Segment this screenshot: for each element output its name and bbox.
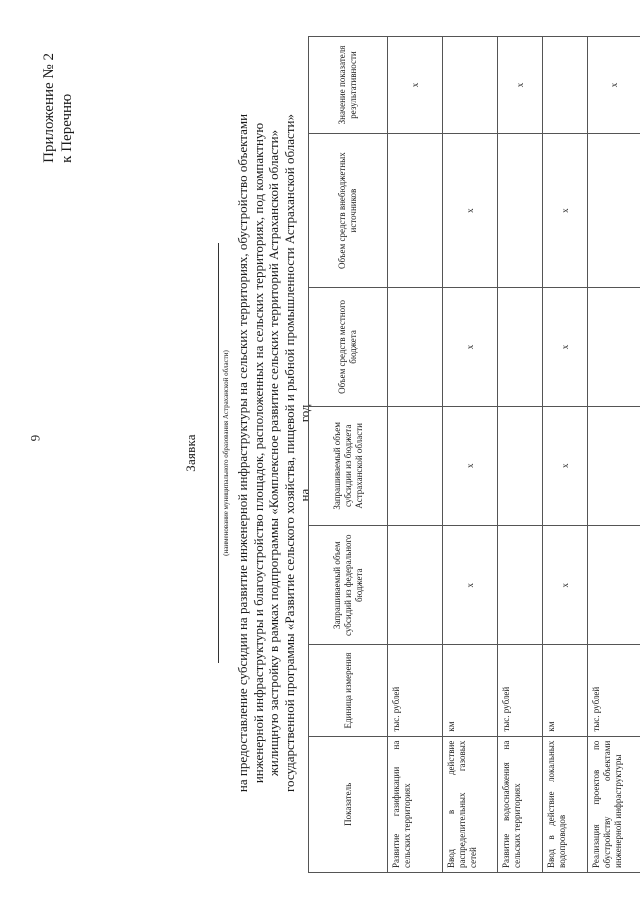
subject-line: инженерной инфраструктуры и благоустройство площадок, расположенных на сельских территориях, под компактную — [250, 122, 266, 783]
row-unit: км — [543, 644, 588, 735]
municipality-blank-line — [218, 243, 219, 663]
cell-federal — [388, 525, 443, 644]
subject-line: на предоставление субсидии на развитие инженерной инфраструктуры на сельских территориях, обустройство объектами — [235, 113, 250, 792]
subject-line: государственной программы «Развитие сельского хозяйства, пищевой и рыбной промышленности Астраханской области» — [281, 113, 297, 792]
cell-result: х — [388, 36, 443, 133]
cell-regional — [588, 406, 640, 525]
rotated-page — [20, 13, 623, 893]
row-indicator: Ввод в действие локальных водопроводов — [543, 736, 588, 872]
cell-extrabudget: х — [443, 133, 498, 287]
cell-result — [443, 36, 498, 133]
table-header-row — [309, 36, 388, 872]
row-unit: тыс. рублей — [498, 644, 543, 735]
row-indicator: Ввод в действие распределительных газовых сетей — [443, 736, 498, 872]
cell-regional — [498, 406, 543, 525]
request-table — [308, 36, 640, 873]
cell-local: х — [443, 287, 498, 405]
cell-result: х — [588, 36, 640, 133]
table-row — [588, 36, 640, 872]
table-row — [443, 36, 498, 872]
cell-extrabudget — [498, 133, 543, 287]
row-unit: тыс. рублей — [588, 644, 640, 735]
document-title: Заявка — [183, 433, 198, 472]
row-indicator: Реализация проектов по обустройству объектами инженерной инфраструктуры — [588, 736, 640, 872]
cell-local — [498, 287, 543, 405]
header-indicator: Показатель — [309, 736, 388, 872]
cell-regional: х — [543, 406, 588, 525]
subject-line: жилищную застройку в рамках подпрограммы «Комплексное развитие сельских территорий Астраханской области» — [266, 129, 281, 776]
cell-regional — [388, 406, 443, 525]
year-suffix: год — [297, 404, 312, 422]
row-unit: тыс. рублей — [388, 644, 443, 735]
year-prefix: на — [297, 488, 312, 501]
cell-extrabudget: х — [543, 133, 588, 287]
cell-local — [588, 287, 640, 405]
cell-result — [543, 36, 588, 133]
cell-extrabudget — [588, 133, 640, 287]
header-federal: Запрашиваемый объем субсидий из федерального бюджета — [309, 525, 388, 644]
table-row — [498, 36, 543, 872]
municipality-caption: (наименование муниципального образования Астраханской области) — [222, 349, 230, 556]
request-subject — [235, 53, 313, 853]
cell-federal: х — [443, 525, 498, 644]
cell-federal — [498, 525, 543, 644]
table-row — [543, 36, 588, 872]
row-unit: км — [443, 644, 498, 735]
header-result: Значение показателя результативности — [309, 36, 388, 133]
header-unit: Единица измерения — [309, 644, 388, 735]
header-extrabudget: Объем средств внебюджетных источников — [309, 133, 388, 287]
cell-federal: х — [543, 525, 588, 644]
header-local: Объем средств местного бюджета — [309, 287, 388, 405]
header-regional: Запрашиваемый объем субсидии из бюджета Астраханской области — [309, 406, 388, 525]
page-number: 6 — [28, 434, 43, 442]
row-indicator: Развитие газификации на сельских территориях — [388, 736, 443, 872]
appendix-line-1: Приложение № 2 — [41, 52, 57, 163]
cell-regional: х — [443, 406, 498, 525]
cell-local — [388, 287, 443, 405]
cell-extrabudget — [388, 133, 443, 287]
appendix-line-2: к Перечню — [59, 93, 75, 163]
cell-result: х — [498, 36, 543, 133]
cell-federal — [588, 525, 640, 644]
cell-local: х — [543, 287, 588, 405]
row-indicator: Развитие водоснабжения на сельских территориях — [498, 736, 543, 872]
appendix-label — [40, 53, 76, 163]
table-row — [388, 36, 443, 872]
